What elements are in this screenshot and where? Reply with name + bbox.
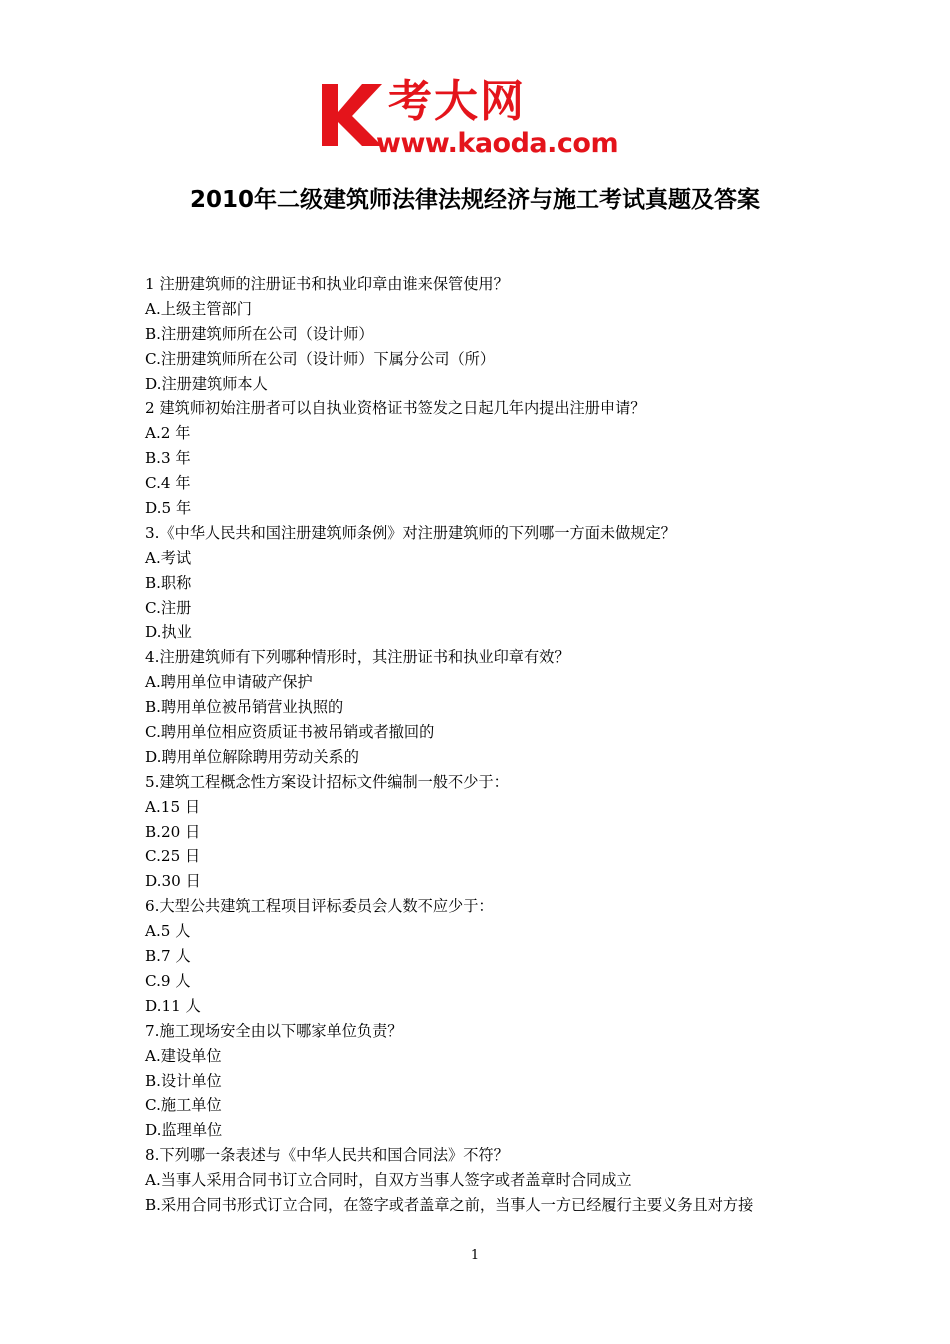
question-list (145, 272, 825, 1218)
question-text: 6.大型公共建筑工程项目评标委员会人数不应少于： (145, 897, 494, 916)
answer-option: A.15 日 (145, 797, 201, 816)
answer-option: A.当事人采用合同书订立合同时，自双方当事人签字或者盖章时合同成立 (145, 1171, 632, 1190)
answer-option: C.9 人 (145, 971, 191, 990)
kaoda-logo (318, 78, 638, 162)
answer-option: A.考试 (145, 548, 192, 567)
answer-option: B.职称 (145, 573, 192, 592)
question-text: 4.注册建筑师有下列哪种情形时，其注册证书和执业印章有效？ (145, 648, 570, 667)
question-text: 5.建筑工程概念性方案设计招标文件编制一般不少于： (145, 772, 509, 791)
question-text: 2 建筑师初始注册者可以自执业资格证书签发之日起几年内提出注册申请？ (145, 399, 646, 418)
answer-option: C.施工单位 (145, 1096, 222, 1115)
document-title: 2010年二级建筑师法律法规经济与施工考试真题及答案 (189, 187, 760, 213)
answer-option: C.注册建筑师所在公司（设计师）下属分公司（所） (145, 349, 496, 368)
answer-option: B.采用合同书形式订立合同，在签字或者盖章之前，当事人一方已经履行主要义务且对方接 (145, 1195, 754, 1214)
answer-option: A.5 人 (145, 922, 191, 941)
answer-option: D.11 人 (145, 996, 201, 1015)
question-text: 1 注册建筑师的注册证书和执业印章由谁来保管使用？ (145, 275, 509, 293)
answer-option: A.2 年 (145, 424, 191, 443)
question-text: 3.《中华人民共和国注册建筑师条例》对注册建筑师的下列哪一方面未做规定？ (145, 523, 676, 542)
answer-option: B.3 年 (145, 449, 191, 468)
answer-option: D.注册建筑师本人 (145, 374, 268, 393)
answer-option: C.25 日 (145, 847, 201, 866)
page-number: 1 (470, 1248, 480, 1263)
answer-option: D.执业 (145, 623, 192, 642)
answer-option: D.监理单位 (145, 1121, 223, 1140)
answer-option: C.注册 (145, 598, 192, 617)
logo-chinese-text: 考大网 (388, 76, 526, 127)
answer-option: A.上级主管部门 (145, 299, 252, 318)
answer-option: D.聘用单位解除聘用劳动关系的 (145, 747, 359, 766)
answer-option: B.注册建筑师所在公司（设计师） (145, 324, 374, 343)
answer-option: B.聘用单位被吊销营业执照的 (145, 698, 344, 717)
answer-option: A.建设单位 (145, 1046, 222, 1065)
answer-option: A.聘用单位申请破产保护 (145, 673, 313, 692)
answer-option: B.7 人 (145, 947, 191, 966)
question-text: 7.施工现场安全由以下哪家单位负责？ (145, 1021, 403, 1040)
answer-option: C.聘用单位相应资质证书被吊销或者撤回的 (145, 723, 435, 742)
answer-option: C.4 年 (145, 474, 191, 493)
answer-option: B.设计单位 (145, 1071, 222, 1090)
question-text: 8.下列哪一条表述与《中华人民共和国合同法》不符？ (145, 1146, 509, 1165)
answer-option: D.30 日 (145, 872, 201, 891)
logo-url-text: www.kaoda.com (376, 128, 619, 159)
answer-option: B.20 日 (145, 822, 201, 841)
answer-option: D.5 年 (145, 499, 192, 518)
